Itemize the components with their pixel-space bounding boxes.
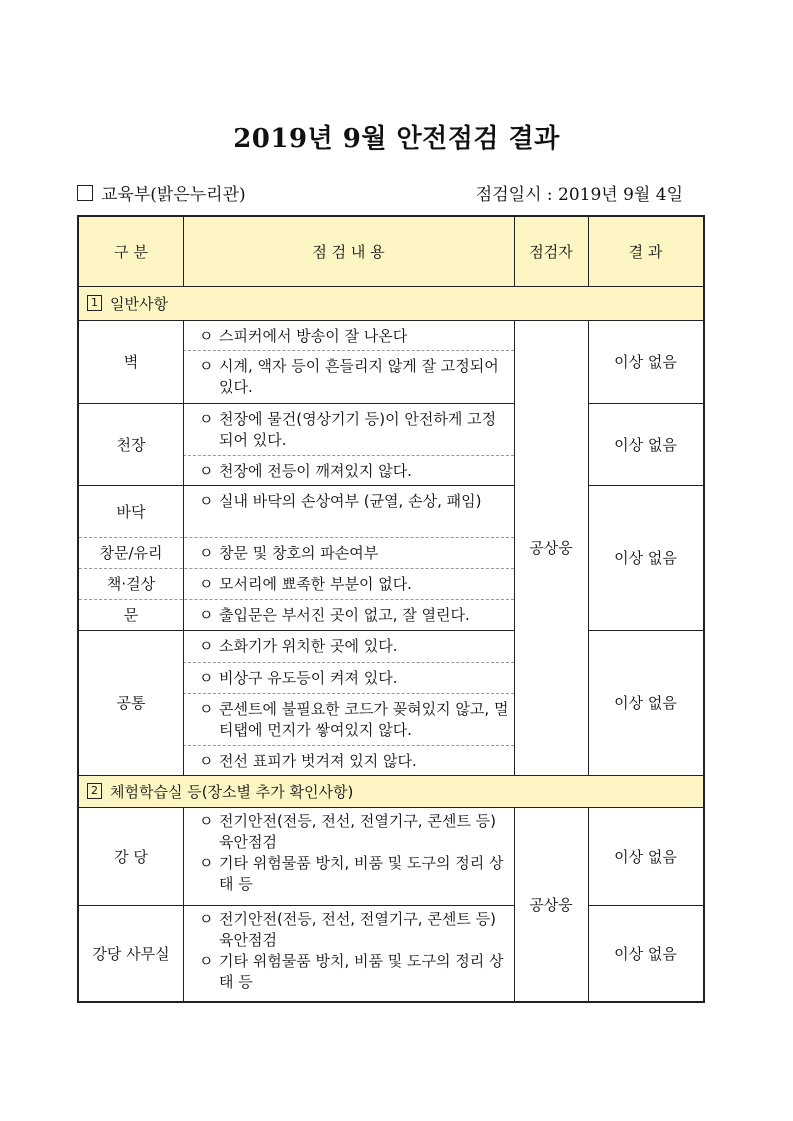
result-common: 이상 없음 xyxy=(614,694,677,712)
bullet-icon: ㅇ xyxy=(199,952,214,970)
category-ceiling: 천장 xyxy=(116,435,146,454)
bullet-icon: ㅇ xyxy=(199,700,214,718)
header-content: 점 검 내 용 xyxy=(312,243,385,261)
category-hall: 강 당 xyxy=(114,847,148,866)
category-desk: 책·걸상 xyxy=(106,575,156,593)
category-hall-office: 강당 사무실 xyxy=(92,944,170,963)
bullet-icon: ㅇ xyxy=(199,669,214,687)
dashed-divider xyxy=(183,662,514,663)
section2-heading xyxy=(79,775,703,807)
category-door: 문 xyxy=(123,606,139,624)
grid-line xyxy=(588,905,703,906)
dashed-divider xyxy=(79,537,514,538)
dashed-divider xyxy=(79,599,514,600)
grid-line xyxy=(79,807,703,808)
page-title: 2019년 9월 안전점검 결과 xyxy=(233,124,560,154)
grid-line xyxy=(79,905,514,906)
grid-line xyxy=(79,775,703,776)
bullet-icon: ㅇ xyxy=(199,910,214,928)
bullet-icon: ㅇ xyxy=(199,544,214,562)
check-item: ㅇ 천장에 전등이 깨져있지 않다. xyxy=(199,462,412,480)
check-item: ㅇ 시계, 액자 등이 흔들리지 않게 잘 고정되어 있다. xyxy=(199,357,499,396)
result-hall: 이상 없음 xyxy=(614,847,677,866)
grid-line xyxy=(588,217,589,286)
result-ceiling: 이상 없음 xyxy=(614,435,677,454)
meta-line xyxy=(77,178,705,208)
check-item: ㅇ 모서리에 뾰족한 부분이 없다. xyxy=(199,575,412,593)
checkbox-square-icon xyxy=(77,185,93,201)
bullet-icon: ㅇ xyxy=(199,575,214,593)
grid-line xyxy=(588,403,703,404)
inspection-date: 점검일시 : 2019년 9월 4일 xyxy=(475,185,683,205)
bullet-icon: ㅇ xyxy=(199,812,214,830)
dashed-divider xyxy=(183,745,514,746)
grid-line xyxy=(588,807,589,1001)
bullet-icon: ㅇ xyxy=(199,854,214,872)
bullet-icon: ㅇ xyxy=(199,606,214,624)
grid-line xyxy=(79,403,514,404)
grid-line xyxy=(79,320,703,321)
category-window: 창문/유리 xyxy=(99,544,163,562)
section-number-box: 2 xyxy=(87,783,102,799)
check-item: ㅇ 전기안전(전등, 전선, 전열기구, 콘센트 등) 육안점검 xyxy=(199,910,496,949)
check-item: ㅇ 스피커에서 방송이 잘 나온다 xyxy=(199,327,408,345)
category-wall: 벽 xyxy=(123,353,139,371)
check-item: ㅇ 출입문은 부서진 곳이 없고, 잘 열린다. xyxy=(199,606,470,624)
bullet-icon: ㅇ xyxy=(199,492,214,510)
check-item-group xyxy=(183,905,514,1001)
grid-line xyxy=(514,807,515,1001)
grid-line xyxy=(183,320,184,775)
dashed-divider xyxy=(183,455,514,456)
org-name: 교육부(밝은누리관) xyxy=(101,185,246,205)
result-wall: 이상 없음 xyxy=(614,353,677,371)
header-inspector: 점검자 xyxy=(529,243,573,261)
header-category: 구 분 xyxy=(114,243,148,261)
dashed-divider xyxy=(79,568,514,569)
check-item: ㅇ 창문 및 창호의 파손여부 xyxy=(199,544,379,562)
bullet-icon: ㅇ xyxy=(199,327,214,345)
bullet-icon: ㅇ xyxy=(199,637,214,655)
grid-line xyxy=(79,286,703,287)
section1-heading xyxy=(79,286,703,320)
org-label xyxy=(77,180,246,205)
check-item: ㅇ 전선 표피가 벗겨져 있지 않다. xyxy=(199,752,417,770)
bullet-icon: ㅇ xyxy=(199,752,214,770)
section-number-box: 1 xyxy=(87,295,102,311)
bullet-icon: ㅇ xyxy=(199,357,214,375)
header-result: 결 과 xyxy=(628,243,663,261)
inspector-section2: 공상웅 xyxy=(529,895,573,914)
check-item: ㅇ 콘센트에 불필요한 코드가 꽂혀있지 않고, 멀티탭에 먼지가 쌓여있지 않다. xyxy=(199,700,509,739)
result-hall-office: 이상 없음 xyxy=(614,944,677,963)
dashed-divider xyxy=(183,693,514,694)
section2-label: 체험학습실 등(장소별 추가 확인사항) xyxy=(110,782,354,801)
bullet-icon: ㅇ xyxy=(199,410,214,428)
grid-line xyxy=(183,217,184,286)
result-floor-door: 이상 없음 xyxy=(614,549,677,567)
grid-line xyxy=(514,320,515,775)
check-item: ㅇ 기타 위험물품 방치, 비품 및 도구의 정리 상태 등 xyxy=(199,952,504,991)
check-item: ㅇ 소화기가 위치한 곳에 있다. xyxy=(199,637,398,655)
check-item: ㅇ 천장에 물건(영상기기 등)이 안전하게 고정되어 있다. xyxy=(199,410,497,449)
inspector-section1: 공상웅 xyxy=(529,539,573,557)
grid-line xyxy=(588,630,703,631)
bullet-icon: ㅇ xyxy=(199,462,214,480)
grid-line xyxy=(514,217,515,286)
grid-line xyxy=(588,320,589,775)
check-item: ㅇ 비상구 유도등이 켜져 있다. xyxy=(199,669,398,687)
section1-label: 일반사항 xyxy=(110,294,168,313)
check-item: ㅇ 전기안전(전등, 전선, 전열기구, 콘센트 등) 육안점검 xyxy=(199,812,496,851)
category-common: 공통 xyxy=(116,694,146,712)
dashed-divider xyxy=(183,350,514,351)
grid-line xyxy=(79,630,514,631)
category-floor: 바닥 xyxy=(116,502,146,521)
inspection-table xyxy=(77,215,705,1003)
check-item-group xyxy=(183,807,514,905)
grid-line xyxy=(183,807,184,1001)
grid-line xyxy=(588,485,703,486)
grid-line xyxy=(79,485,514,486)
check-item: ㅇ 실내 바닥의 손상여부 (균열, 손상, 패임) xyxy=(199,492,482,510)
check-item: ㅇ 기타 위험물품 방치, 비품 및 도구의 정리 상태 등 xyxy=(199,854,504,893)
